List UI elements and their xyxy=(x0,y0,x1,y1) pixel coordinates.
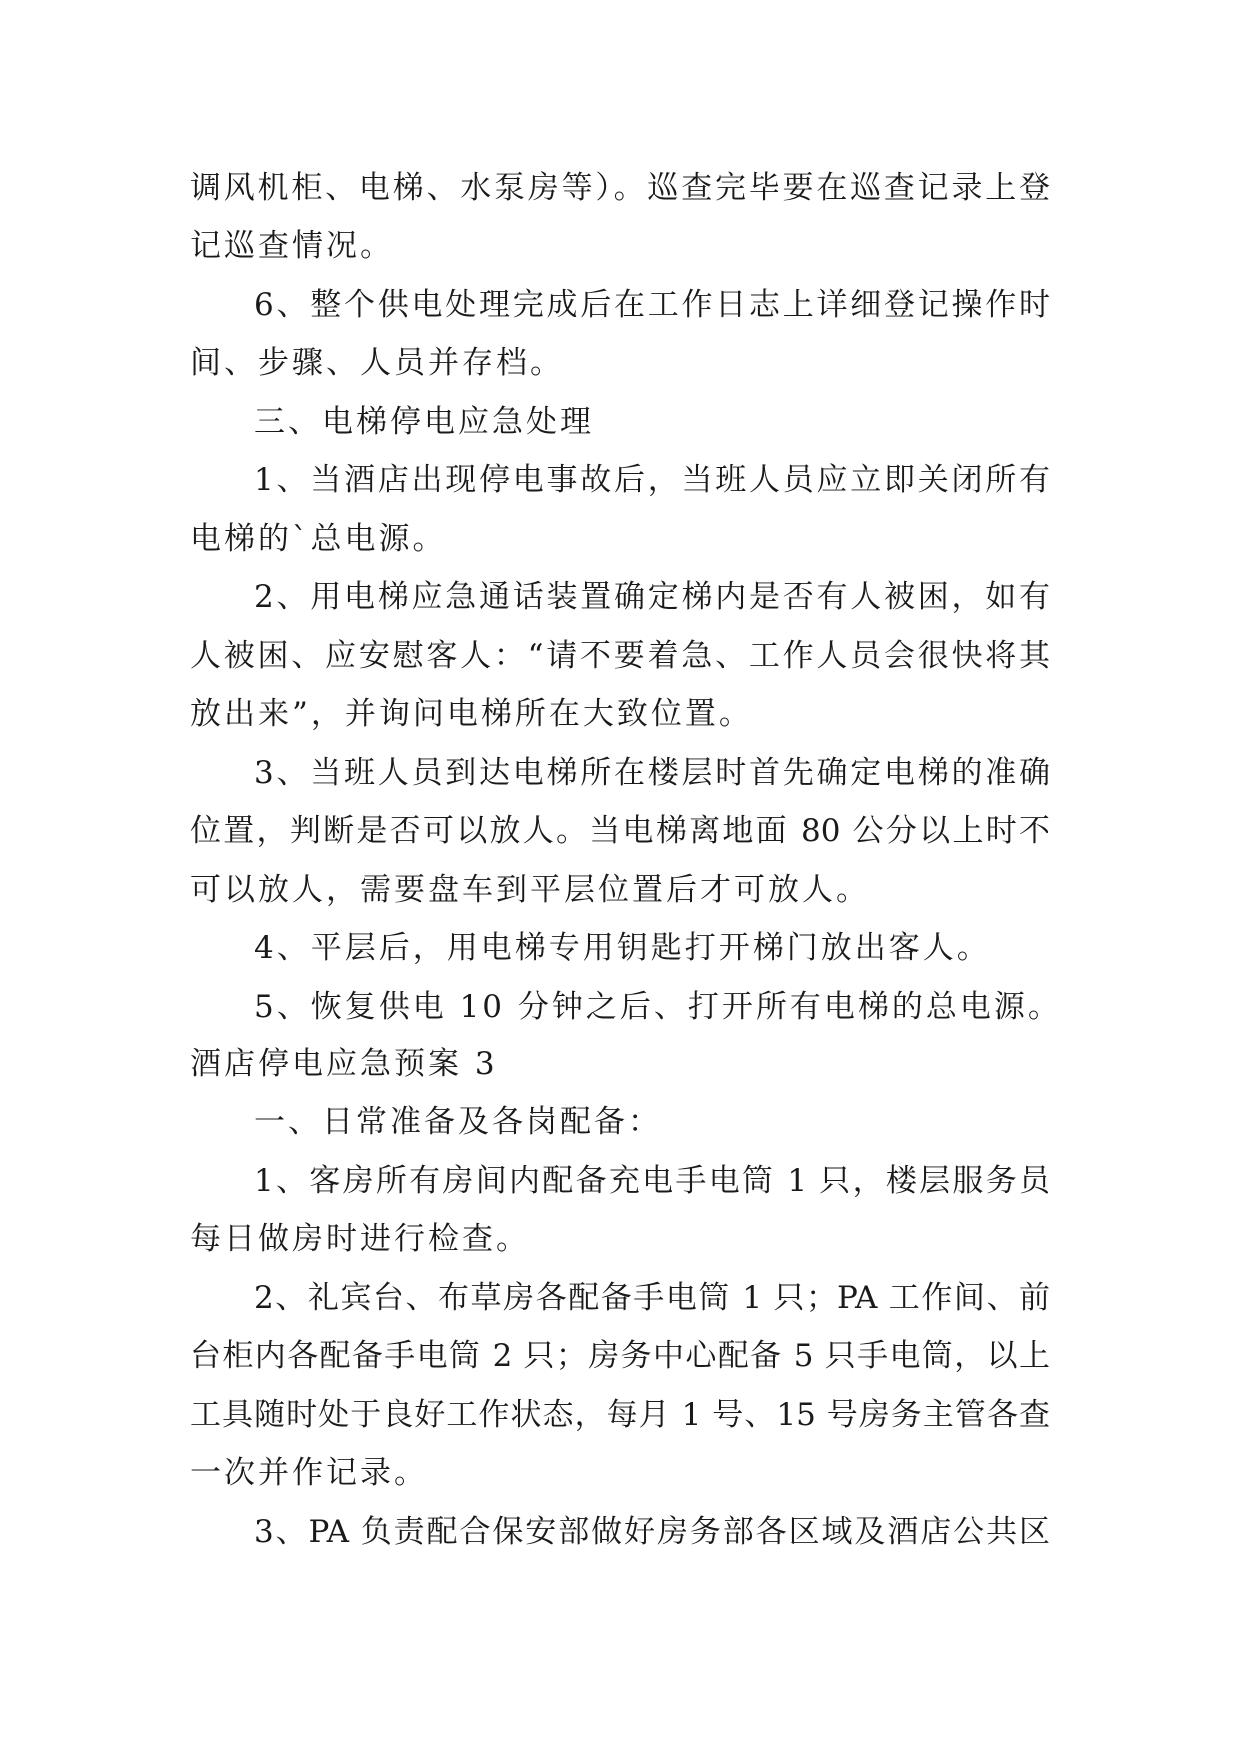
text-line: 每日做房时进行检查。 xyxy=(190,1221,530,1257)
text-line: 5、恢复供电 10 分钟之后、打开所有电梯的总电源。 xyxy=(254,989,1062,1025)
text-line: 一次并作记录。 xyxy=(190,1455,428,1491)
document-title: 酒店停电应急预案 3 xyxy=(190,1046,498,1082)
section-heading: 一、日常准备及各岗配备： xyxy=(254,1104,662,1140)
text-line: 放出来”，并询问电梯所在大致位置。 xyxy=(190,696,753,732)
text-line: 电梯的`总电源。 xyxy=(190,521,447,557)
text-line: 可以放人，需要盘车到平层位置后才可放人。 xyxy=(190,872,870,908)
text-line: 记巡查情况。 xyxy=(190,228,394,264)
text-line: 3、PA 负责配合保安部做好房务部各区域及酒店公共区 xyxy=(254,1514,1050,1550)
text-line: 2、礼宾台、布草房各配备手电筒 1 只；PA 工作间、前 xyxy=(254,1280,1050,1316)
text-line: 调风机柜、电梯、水泵房等）。巡查完毕要在巡查记录上登 xyxy=(190,170,1050,206)
text-line: 间、步骤、人员并存档。 xyxy=(190,345,564,381)
text-line: 2、用电梯应急通话装置确定梯内是否有人被困，如有 xyxy=(254,579,1050,615)
text-line: 4、平层后，用电梯专用钥匙打开梯门放出客人。 xyxy=(254,930,991,966)
text-line: 1、当酒店出现停电事故后，当班人员应立即关闭所有 xyxy=(254,462,1050,498)
text-line: 台柜内各配备手电筒 2 只；房务中心配备 5 只手电筒，以上 xyxy=(190,1338,1050,1374)
text-line: 工具随时处于良好工作状态，每月 1 号、15 号房务主管各查 xyxy=(190,1397,1050,1433)
text-line: 6、整个供电处理完成后在工作日志上详细登记操作时 xyxy=(254,287,1050,323)
text-line: 位置，判断是否可以放人。当电梯离地面 80 公分以上时不 xyxy=(190,813,1050,849)
text-line: 1、客房所有房间内配备充电手电筒 1 只，楼层服务员 xyxy=(254,1163,1050,1199)
text-line: 人被困、应安慰客人：“请不要着急、工作人员会很快将其 xyxy=(190,638,1050,674)
section-heading: 三、电梯停电应急处理 xyxy=(254,404,594,440)
text-line: 3、当班人员到达电梯所在楼层时首先确定电梯的准确 xyxy=(254,755,1050,791)
